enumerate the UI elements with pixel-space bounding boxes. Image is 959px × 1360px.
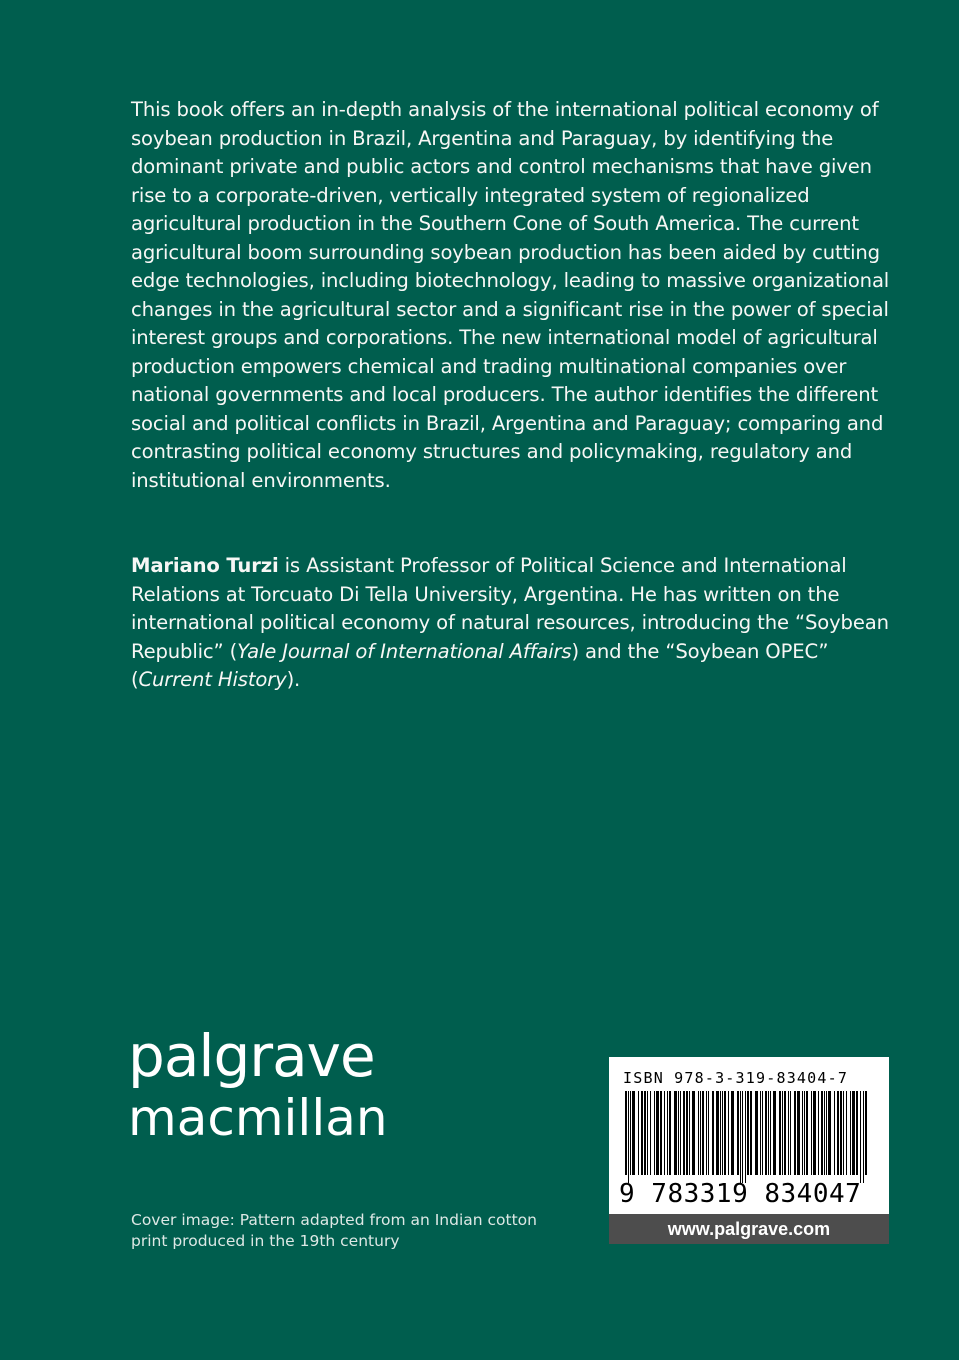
- barcode-bar: [768, 1091, 769, 1175]
- barcode-bar: [745, 1091, 746, 1183]
- barcode-bar: [628, 1091, 629, 1183]
- barcode-bar: [667, 1091, 668, 1175]
- barcode-bar: [641, 1091, 643, 1175]
- barcode-bar: [638, 1091, 639, 1175]
- author-name: Mariano Turzi: [131, 554, 279, 577]
- journal-title-2: Current History: [138, 668, 287, 691]
- barcode-bar: [712, 1091, 714, 1175]
- barcode-bar: [840, 1091, 842, 1175]
- barcode-bar: [686, 1091, 688, 1175]
- barcode-bar: [828, 1091, 831, 1175]
- barcode-bar: [674, 1091, 677, 1175]
- barcode-bar: [750, 1091, 752, 1175]
- barcode-bar: [860, 1091, 861, 1183]
- barcode-bar: [765, 1091, 767, 1175]
- barcode-bar: [856, 1091, 858, 1175]
- publisher-logo-line1: palgrave: [128, 1022, 375, 1090]
- barcode-bar: [720, 1091, 721, 1175]
- barcode-bar: [625, 1091, 627, 1175]
- barcode-bar: [664, 1091, 665, 1175]
- barcode-bar: [826, 1091, 827, 1175]
- publisher-logo-line2: macmillan: [128, 1089, 388, 1147]
- barcode-bar: [669, 1091, 671, 1175]
- barcode-bar: [722, 1091, 723, 1175]
- barcode-bar: [794, 1091, 796, 1175]
- barcode-icon: [623, 1091, 875, 1183]
- barcode-bar: [811, 1091, 812, 1175]
- barcode-bar: [683, 1091, 685, 1175]
- barcode-bar: [790, 1091, 791, 1175]
- isbn-label: ISBN 978-3-319-83404-7: [623, 1069, 849, 1087]
- barcode-bar: [773, 1091, 776, 1175]
- bio-text-3: ).: [286, 668, 301, 691]
- barcode-bar: [724, 1091, 726, 1175]
- book-description: This book offers an in-depth analysis of the international political economy of soybean production in Brazil, Argentina and Paraguay, by identifying the dominant private and public actors and control mechanisms that have given rise to a corporate-driven, vertically integrated system of regionalized agricultural production in the Southern Cone of South America. The current agricultural boom surrounding soybean production has been aided by cutting edge technologies, including biotechnology, leading to massive organizational changes in the agricultural sector and a significant rise in the power of special interest groups and corporations. The new international model of agricultural production empowers chemical and trading multinational companies over national governments and local producers. The author identifies the different social and political conflicts in Brazil, Argentina and Paraguay; comparing and contrasting political economy structures and policymaking, regulatory and institutional environments.: [131, 98, 890, 492]
- barcode-bar: [737, 1091, 739, 1175]
- barcode-bar: [650, 1091, 651, 1175]
- barcode-bar: [728, 1091, 729, 1175]
- barcode-bar: [797, 1091, 800, 1175]
- barcode-bar: [755, 1091, 758, 1175]
- barcode-bar: [852, 1091, 855, 1175]
- barcode-bar: [818, 1091, 819, 1175]
- barcode-bar: [770, 1091, 771, 1175]
- barcode-bar: [632, 1091, 635, 1175]
- barcode-bar: [788, 1091, 789, 1175]
- barcode-bar: [689, 1091, 690, 1175]
- barcode-bar: [702, 1091, 704, 1175]
- barcode-bar: [654, 1091, 655, 1175]
- isbn-barcode-box: [609, 1057, 889, 1214]
- barcode-bar: [656, 1091, 659, 1175]
- barcode-bar: [806, 1091, 808, 1175]
- publisher-website: www.palgrave.com: [609, 1214, 889, 1244]
- barcode-bar: [834, 1091, 835, 1175]
- cover-image-credit: Cover image: Pattern adapted from an Indian cotton print produced in the 19th century: [131, 1211, 537, 1250]
- barcode-bar: [706, 1091, 707, 1175]
- barcode-bar: [747, 1091, 749, 1175]
- barcode-bar: [762, 1091, 763, 1175]
- publisher-logo: [128, 1024, 388, 1148]
- barcode-bar: [837, 1091, 839, 1175]
- barcode-bar: [760, 1091, 761, 1175]
- barcode-bar: [680, 1091, 681, 1175]
- barcode-bar: [644, 1091, 646, 1175]
- barcode-bar: [843, 1091, 844, 1175]
- barcode-bar: [779, 1091, 781, 1175]
- barcode-bar: [731, 1091, 734, 1175]
- journal-title-1: Yale Journal of International Affairs: [237, 639, 572, 663]
- barcode-bar: [678, 1091, 679, 1175]
- bio-text-1: is Assistant Professor of Political Science and International Relations at Torcuato Di Tella University, Argentina. He has written on the international political economy of natural resources, introducing the “Soybean Republic” (: [131, 554, 889, 663]
- barcode-bar: [708, 1091, 709, 1175]
- barcode-bar: [824, 1091, 825, 1175]
- barcode-bar: [802, 1091, 803, 1175]
- barcode-bar: [716, 1091, 719, 1175]
- bio-text-2: ) and the “Soybean OPEC” (: [131, 639, 829, 691]
- barcode-bar: [700, 1091, 701, 1175]
- barcode-bar: [647, 1091, 648, 1175]
- barcode-bar: [813, 1091, 816, 1175]
- barcode-bar: [846, 1091, 847, 1175]
- barcode-bar: [692, 1091, 695, 1175]
- barcode-bar: [865, 1091, 867, 1175]
- barcode-bar: [630, 1091, 631, 1175]
- barcode-bar: [804, 1091, 805, 1175]
- barcode-bar: [660, 1091, 662, 1175]
- barcode-bar: [782, 1091, 783, 1175]
- barcode-bar: [821, 1091, 823, 1175]
- barcode-digits: 9 783319 834047: [619, 1179, 862, 1209]
- barcode-bar: [863, 1091, 864, 1183]
- barcode-bar: [742, 1091, 743, 1183]
- barcode-bar: [784, 1091, 786, 1175]
- barcode-bar: [698, 1091, 699, 1175]
- barcode-bar: [740, 1091, 741, 1183]
- author-bio: [131, 552, 901, 695]
- barcode-bar: [850, 1091, 851, 1175]
